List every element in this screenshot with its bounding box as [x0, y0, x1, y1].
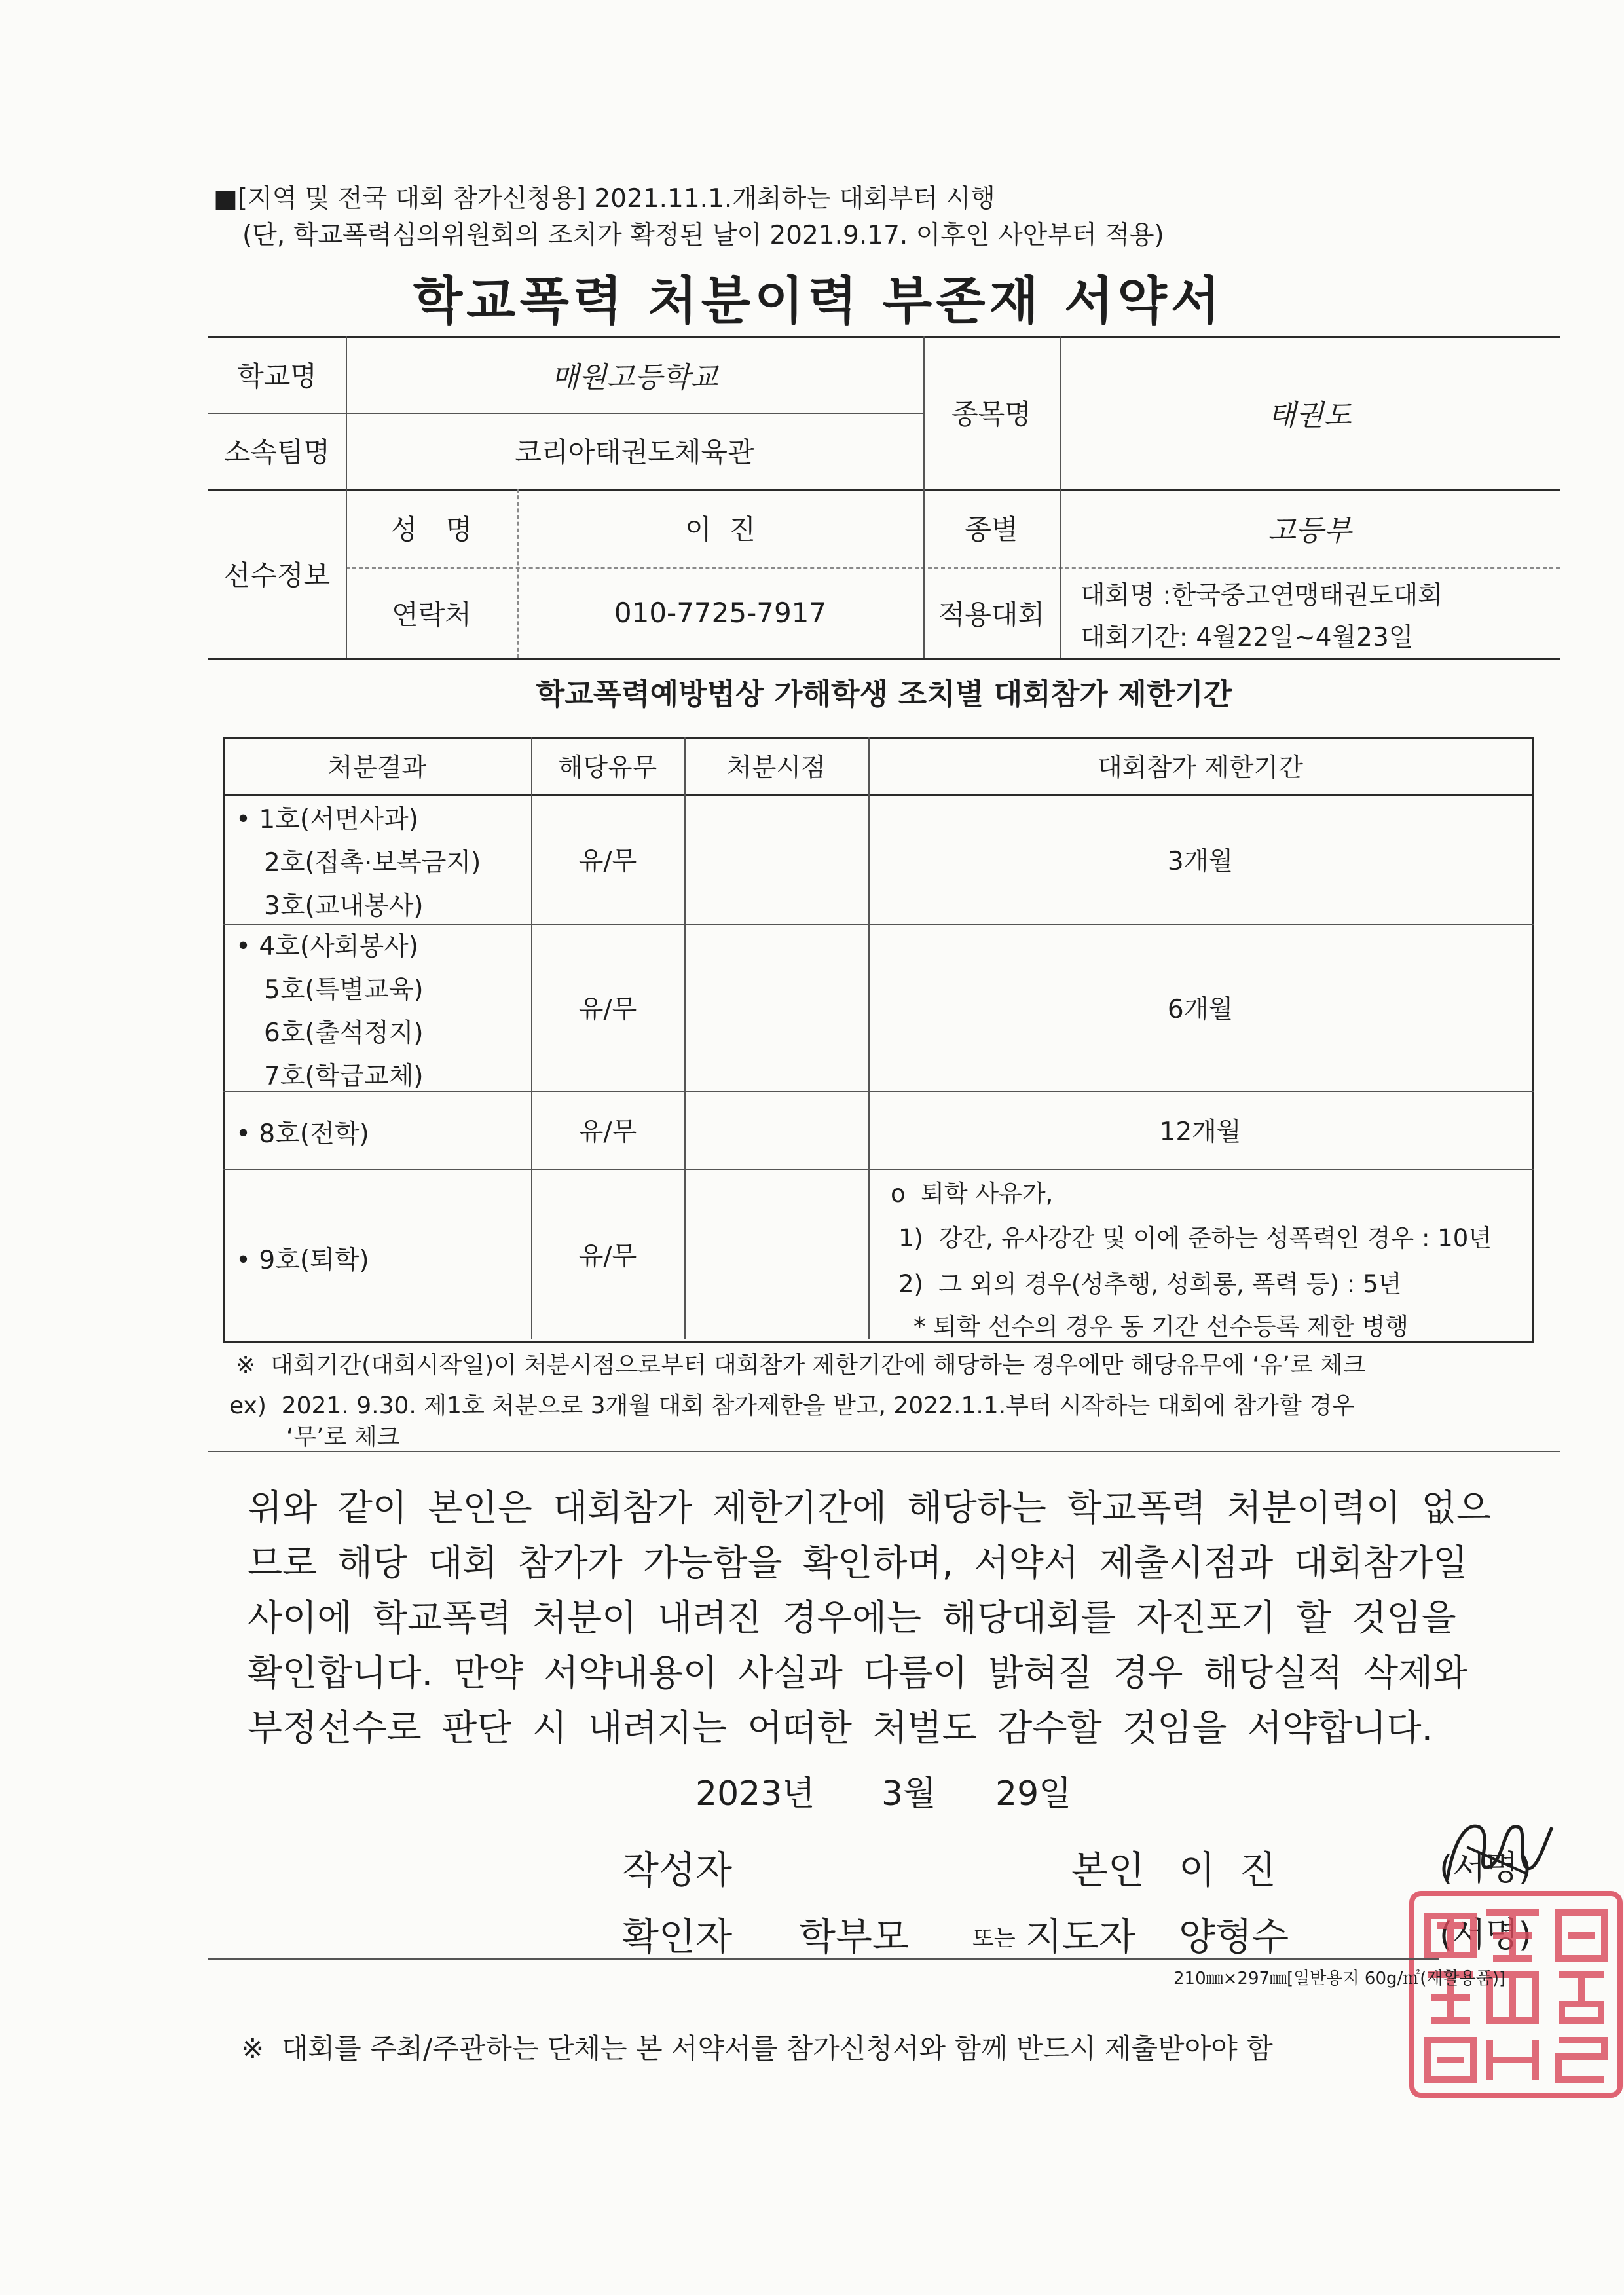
competition-label: 적용대회 — [938, 598, 1045, 631]
table-row-3-applicable: 유/무 — [578, 1117, 637, 1147]
contact-label: 연락처 — [392, 598, 471, 631]
col-header-period: 대회참가 제한기간 — [1098, 753, 1303, 783]
confirmer-role: 지도자 — [1025, 1914, 1136, 1959]
division-value: 고등부 — [1268, 514, 1352, 548]
name-value: 이 진 — [685, 513, 756, 546]
contact-value: 010-7725-7917 — [614, 597, 827, 629]
table-row-3-period: 12개월 — [1159, 1117, 1242, 1147]
author-label: 작성자 — [622, 1848, 733, 1892]
date-year: 2023년 — [695, 1774, 815, 1814]
table-row-4-item: • 9호(퇴학) — [236, 1246, 369, 1275]
footer-note: ※ 대회를 주최/주관하는 단체는 본 서약서를 참가신청서와 함께 반드시 제출받아야 함 — [241, 2032, 1273, 2064]
table-row-1-item: 3호(교내봉사) — [264, 891, 424, 921]
table-row-2-item: 7호(학급교체) — [264, 1062, 424, 1091]
event-value: 태권도 — [1268, 398, 1352, 432]
date-month: 3월 — [881, 1774, 936, 1814]
table-row-4-period-line: 2) 그 외의 경우(성추행, 성희롱, 폭력 등) : 5년 — [898, 1270, 1402, 1298]
author-role: 본인 — [1071, 1848, 1145, 1892]
pledge-line: 위와 같이 본인은 대회참가 제한기간에 해당하는 학교폭력 처분이력이 없으 — [248, 1487, 1491, 1529]
school-label: 학교명 — [237, 360, 317, 392]
confirmer-name: 양형수 — [1179, 1914, 1289, 1959]
player-info-label: 선수정보 — [223, 559, 331, 591]
note-1: ※ 대회기간(대회시작일)이 처분시점으로부터 대회참가 제한기간에 해당하는 경우에만 해당유무에 ‘유’로 체크 — [236, 1352, 1366, 1379]
competition-name: 대회명 :한국중고연맹태권도대회 — [1080, 581, 1443, 610]
note-2: ex) 2021. 9.30. 제1호 처분으로 3개월 대회 참가제한을 받고, 2022.1.1.부터 시작하는 대회에 참가할 경우 — [229, 1392, 1355, 1419]
page-title: 학교폭력 처분이력 부존재 서약서 — [413, 272, 1225, 331]
table-row-1-item: 2호(접촉·보복금지) — [264, 848, 481, 878]
table-row-2-item: 5호(특별교육) — [264, 975, 424, 1005]
date-day: 29일 — [995, 1774, 1072, 1814]
header-line-1: ■[지역 및 전국 대회 참가신청용] 2021.11.1.개최하는 대회부터 시행 — [213, 184, 995, 214]
pledge-line: 므로 해당 대회 참가가 가능함을 확인하며, 서약서 제출시점과 대회참가일 — [248, 1542, 1468, 1584]
note-3: ‘무’로 체크 — [286, 1424, 400, 1451]
confirmer-parent: 학부모 — [799, 1914, 910, 1959]
table-row-1-item: • 1호(서면사과) — [236, 805, 419, 834]
pledge-line: 부정선수로 판단 시 내려지는 어떠한 처벌도 감수할 것임을 서약합니다. — [248, 1707, 1433, 1749]
confirmer-or: 또는 — [972, 1926, 1016, 1952]
section-title: 학교폭력예방법상 가해학생 조치별 대회참가 제한기간 — [536, 676, 1232, 711]
col-header-timing: 처분시점 — [727, 753, 826, 783]
table-row-4-period-line: 1) 강간, 유사강간 및 이에 준하는 성폭력인 경우 : 10년 — [898, 1224, 1492, 1252]
table-row-2-item: 6호(출석정지) — [264, 1018, 424, 1048]
school-value: 매원고등학교 — [551, 360, 718, 394]
division-label: 종별 — [965, 513, 1018, 546]
table-row-3-item: • 8호(전학) — [236, 1119, 369, 1149]
competition-period: 대회기간: 4월22일~4월23일 — [1080, 623, 1414, 652]
col-header-applicable: 해당유무 — [558, 753, 657, 783]
col-header-result: 처분결과 — [327, 753, 427, 783]
team-label: 소속팀명 — [223, 436, 331, 468]
table-row-4-period-line: o 퇴학 사유가, — [891, 1180, 1054, 1208]
table-row-4-applicable: 유/무 — [578, 1242, 637, 1271]
seal-stamp — [1408, 1890, 1624, 2099]
table-row-4-period-line: * 퇴학 선수의 경우 동 기간 선수등록 제한 병행 — [913, 1313, 1409, 1341]
table-row-2-applicable: 유/무 — [578, 994, 637, 1024]
header-line-2: (단, 학교폭력심의위원회의 조치가 확정된 날이 2021.9.17. 이후인 사안부터 적용) — [242, 221, 1164, 250]
pledge-line: 확인합니다. 만약 서약내용이 사실과 다름이 밝혀질 경우 해당실적 삭제와 — [248, 1652, 1468, 1694]
table-row-1-applicable: 유/무 — [578, 846, 637, 876]
paper-spec: 210㎜×297㎜[일반용지 60g/㎡(재활용품)] — [1173, 1969, 1506, 1988]
author-sign-label: (서명) — [1439, 1849, 1532, 1888]
table-row-1-period: 3개월 — [1167, 846, 1234, 876]
name-label: 성 명 — [390, 513, 473, 546]
pledge-line: 사이에 학교폭력 처분이 내려진 경우에는 해당대회를 자진포기 할 것임을 — [248, 1597, 1456, 1639]
confirmer-label: 확인자 — [622, 1914, 733, 1959]
author-name: 이 진 — [1179, 1848, 1276, 1892]
table-row-2-period: 6개월 — [1167, 994, 1234, 1024]
confirmer-sign-label: (서명) — [1439, 1916, 1532, 1955]
table-row-2-item: • 4호(사회봉사) — [236, 932, 419, 961]
event-label: 종목명 — [951, 398, 1031, 430]
team-value: 코리아태권도체육관 — [515, 436, 754, 468]
